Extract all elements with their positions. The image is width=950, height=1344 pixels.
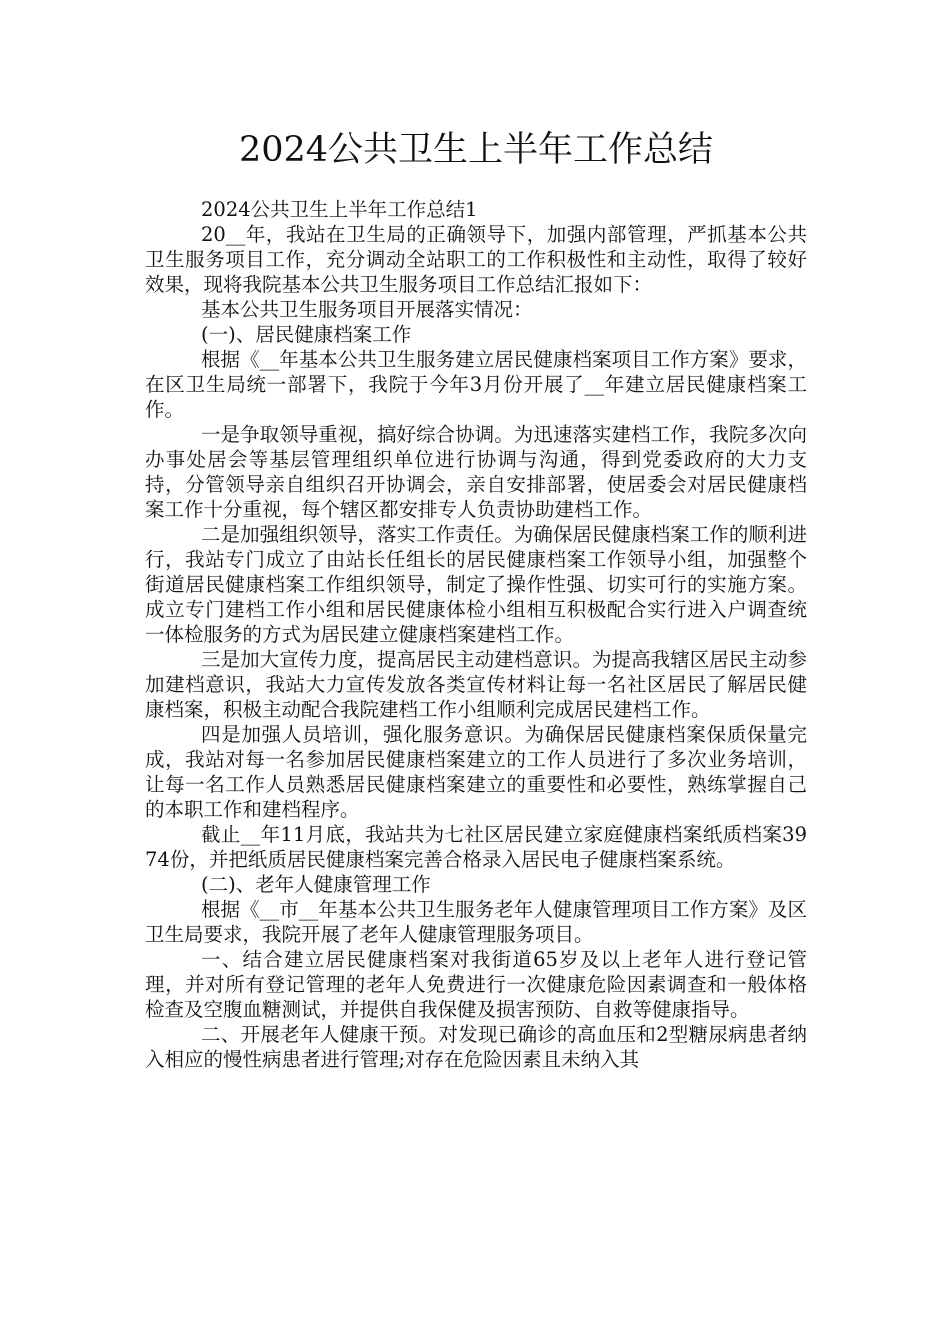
body-paragraph: 二、开展老年人健康干预。对发现已确诊的高血压和2型糖尿病患者纳入相应的慢性病患者进行管理;对存在危险因素且未纳入其 bbox=[145, 1023, 807, 1071]
document-title: 2024公共卫生上半年工作总结 bbox=[238, 130, 714, 170]
body-paragraph: 三是加大宣传力度，提高居民主动建档意识。为提高我辖区居民主动参加建档意识，我站大力宣传发放各类宣传材料让每一名社区居民了解居民健康档案，积极主动配合我院建档工作小组顺利完成居民建档工作。 bbox=[145, 648, 807, 721]
body-paragraph: 二是加强组织领导，落实工作责任。为确保居民健康档案工作的顺利进行，我站专门成立了由站长任组长的居民健康档案工作领导小组，加强整个街道居民健康档案工作组织领导，制定了操作性强、切实可行的实施方案。成立专门建档工作小组和居民健康体检小组相互积极配合实行进入户调查统一体检服务的方式为居民建立健康档案建档工作。 bbox=[145, 523, 807, 646]
document-body bbox=[145, 197, 807, 1072]
section-heading-2: (二)、老年人健康管理工作 bbox=[201, 873, 431, 896]
body-paragraph: 一是争取领导重视，搞好综合协调。为迅速落实建档工作，我院多次向办事处居会等基层管理组织单位进行协调与沟通，得到党委政府的大力支持，分管领导亲自组织召开协调会，亲自安排部署，使居委会对居民健康档案工作十分重视，每个辖区都安排专人负责协助建档工作。 bbox=[145, 423, 807, 521]
body-paragraph: 根据《__年基本公共卫生服务建立居民健康档案项目工作方案》要求，在区卫生局统一部署下，我院于今年3月份开展了__年建立居民健康档案工作。 bbox=[145, 348, 807, 421]
body-paragraph: 截止__年11月底，我站共为七社区居民建立家庭健康档案纸质档案3974份，并把纸质居民健康档案完善合格录入居民电子健康档案系统。 bbox=[145, 823, 807, 871]
body-paragraph: 四是加强人员培训，强化服务意识。为确保居民健康档案保质保量完成，我站对每一名参加居民健康档案建立的工作人员进行了多次业务培训，让每一名工作人员熟悉居民健康档案建立的重要性和必要性，熟练掌握自己的本职工作和建档程序。 bbox=[145, 723, 807, 821]
body-paragraph: 根据《__市__年基本公共卫生服务老年人健康管理项目工作方案》及区卫生局要求，我院开展了老年人健康管理服务项目。 bbox=[145, 898, 807, 946]
body-paragraph: 一、结合建立居民健康档案对我街道65岁及以上老年人进行登记管理，并对所有登记管理的老年人免费进行一次健康危险因素调查和一般体格检查及空腹血糖测试，并提供自我保健及损害预防、自救等健康指导。 bbox=[145, 948, 807, 1021]
document-page bbox=[145, 125, 807, 1072]
intro-paragraph: 20__年，我站在卫生局的正确领导下，加强内部管理，严抓基本公共卫生服务项目工作，充分调动全站职工的工作积极性和主动性，取得了较好效果，现将我院基本公共卫生服务项目工作总结汇报如下： bbox=[145, 223, 807, 296]
section-heading-1: (一)、居民健康档案工作 bbox=[201, 323, 412, 346]
section-lead-paragraph: 基本公共卫生服务项目开展落实情况： bbox=[201, 298, 533, 321]
subtitle-paragraph: 2024公共卫生上半年工作总结1 bbox=[201, 198, 478, 221]
